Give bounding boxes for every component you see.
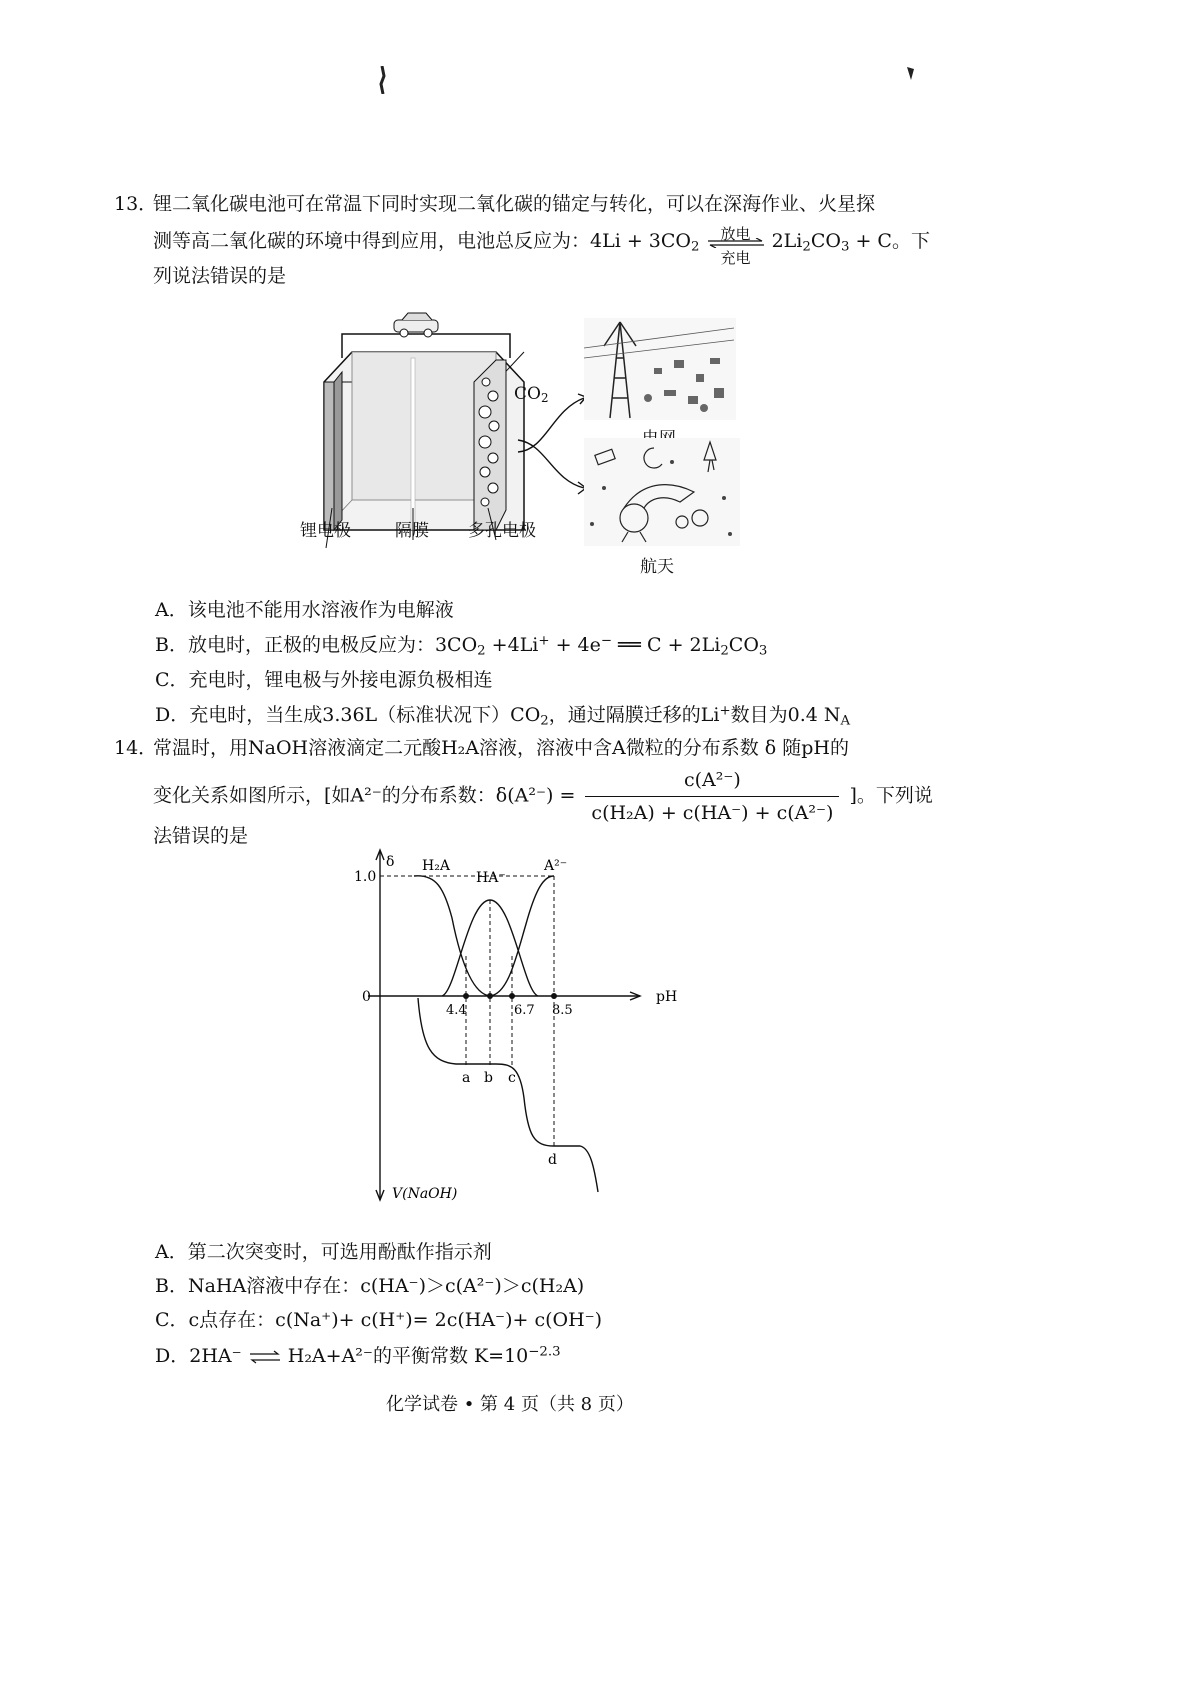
q14-option-c[interactable]: C．c点存在：c(Na⁺)+ c(H⁺)= 2c(HA⁻)+ c(OH⁻) xyxy=(155,1309,603,1331)
q14-stem-line1: 常温时，用NaOH溶液滴定二元酸H₂A溶液，溶液中含A微粒的分布系数 δ 随pH的 xyxy=(153,737,849,759)
q14-option-d-part2: H₂A+A²⁻的平衡常数 K=10 xyxy=(287,1345,529,1367)
q13-number: 13． xyxy=(114,193,158,215)
q14-option-d-part1: D．2HA⁻ xyxy=(155,1345,242,1367)
one-label: 1.0 xyxy=(354,869,377,885)
lithium-electrode-label: 锂电极 xyxy=(300,521,351,541)
a2-series-label: A²⁻ xyxy=(544,858,568,874)
fraction-denominator: c(H₂A) + c(HA⁻) + c(A²⁻) xyxy=(591,802,834,824)
tick-label-8-5: 8.5 xyxy=(552,1003,573,1018)
tick-label-6-7: 6.7 xyxy=(514,1003,535,1018)
space-label: 航天 xyxy=(640,557,674,577)
q13-stem-line1: 锂二氧化碳电池可在常温下同时实现二氧化碳的锚定与转化，可以在深海作业、火星探 xyxy=(153,193,876,215)
zero-label: 0 xyxy=(362,989,371,1005)
q13-stem-line2: 测等高二氧化碳的环境中得到应用，电池总反应为：$4Li + 3CO_2$ 放电 充电 $2Li_2CO_3 + C$。下 xyxy=(153,222,930,262)
q13-equation-right-a: 2Li xyxy=(771,230,803,252)
a2-curve xyxy=(490,876,554,996)
tick-label-4-4: 4.4 xyxy=(446,1003,467,1018)
q13-option-d-part3: 数目为0.4 N xyxy=(730,704,841,726)
porous-electrode-label: 多孔电极 xyxy=(468,521,536,541)
ha-series-label: HA⁻ xyxy=(476,870,506,886)
page-footer: 化学试卷 • 第 4 页（共 8 页） xyxy=(386,1394,634,1415)
q14-stem-line2-start: 变化关系如图所示，[如A²⁻的分布系数：δ(A²⁻) = xyxy=(153,784,576,807)
q14-stem-line2 xyxy=(153,766,933,827)
arrow-discharge-label: 放电 xyxy=(720,225,751,243)
q13-option-c[interactable]: C．充电时，锂电极与外接电源负极相连 xyxy=(155,669,493,691)
q13-option-b-part4: ══ C + 2Li xyxy=(612,634,721,656)
q13-option-a[interactable]: A．该电池不能用水溶液作为电解液 xyxy=(155,599,454,621)
q13-stem-line3: 列说法错误的是 xyxy=(153,265,287,287)
delta-axis-label: δ xyxy=(386,854,395,870)
point-b-axis xyxy=(487,993,493,999)
q13-option-b-part3: + 4e xyxy=(549,634,601,656)
q14-stem-line2-end: ]。下列说 xyxy=(849,784,933,807)
q14-stem-line3: 法错误的是 xyxy=(153,825,249,847)
point-b-label: b xyxy=(484,1070,493,1086)
q14-option-d-exponent: −2.3 xyxy=(528,1344,561,1360)
q13-option-d[interactable]: D．充电时，当生成3.36L（标准状况下）$CO_2$，通过隔膜迁移的Li+数目为0.4 $N_A$ xyxy=(155,703,851,729)
fraction-numerator: c(A²⁻) xyxy=(585,766,839,797)
q13-equation-right-b: CO xyxy=(810,230,841,252)
q14-number: 14． xyxy=(114,737,158,759)
point-a-label: a xyxy=(462,1070,471,1086)
point-4-4 xyxy=(463,993,469,999)
reversible-arrow xyxy=(706,222,766,267)
h2a-series-label: H₂A xyxy=(422,858,450,874)
arrow-charge-label: 充电 xyxy=(720,249,751,267)
space-illustration xyxy=(584,438,740,546)
titration-chart xyxy=(340,848,700,1208)
q13-equation-left: 测等高二氧化碳的环境中得到应用，电池总反应为：4Li + 3CO xyxy=(153,230,691,252)
q13-option-d-part2: ，通过隔膜迁移的Li xyxy=(548,704,720,726)
q14-option-a[interactable]: A．第二次突变时，可选用酚酞作指示剂 xyxy=(155,1241,492,1263)
point-6-7 xyxy=(509,993,515,999)
scan-mark-left xyxy=(378,66,386,94)
titration-curve xyxy=(418,998,598,1192)
v-naoh-axis-label: V(NaOH) xyxy=(392,1186,458,1202)
q13-equation-right-c: + C。下 xyxy=(849,230,930,252)
equilibrium-arrow-icon xyxy=(248,1350,282,1364)
q14-option-d[interactable] xyxy=(155,1342,561,1370)
q13-option-b-part5: CO xyxy=(728,634,759,656)
point-d-label: d xyxy=(548,1152,557,1168)
point-c-label: c xyxy=(508,1070,516,1086)
ph-axis-label: pH xyxy=(656,989,678,1005)
point-8-5 xyxy=(551,993,557,999)
q13-option-b[interactable]: B．放电时，正极的电极反应为：$3CO_2 +4Li^+ + 4e^-$ ══ $C + 2Li_2CO_3$ xyxy=(155,633,768,659)
distribution-fraction xyxy=(585,766,839,827)
scan-mark-right xyxy=(906,66,916,80)
q13-option-d-part1: D．充电时，当生成3.36L（标准状况下）CO xyxy=(155,704,541,726)
power-grid-illustration xyxy=(584,318,736,420)
h2a-curve xyxy=(414,876,490,996)
q14-option-b[interactable]: B．NaHA溶液中存在：c(HA⁻)＞c(A²⁻)＞c(H₂A) xyxy=(155,1275,585,1297)
q13-option-b-part2: +4Li xyxy=(485,634,539,656)
membrane-label: 隔膜 xyxy=(395,521,429,541)
co2-label: $CO_2$ xyxy=(514,384,549,405)
branch-arrows xyxy=(516,390,590,500)
q13-option-b-part1: B．放电时，正极的电极反应为：3CO xyxy=(155,634,478,656)
